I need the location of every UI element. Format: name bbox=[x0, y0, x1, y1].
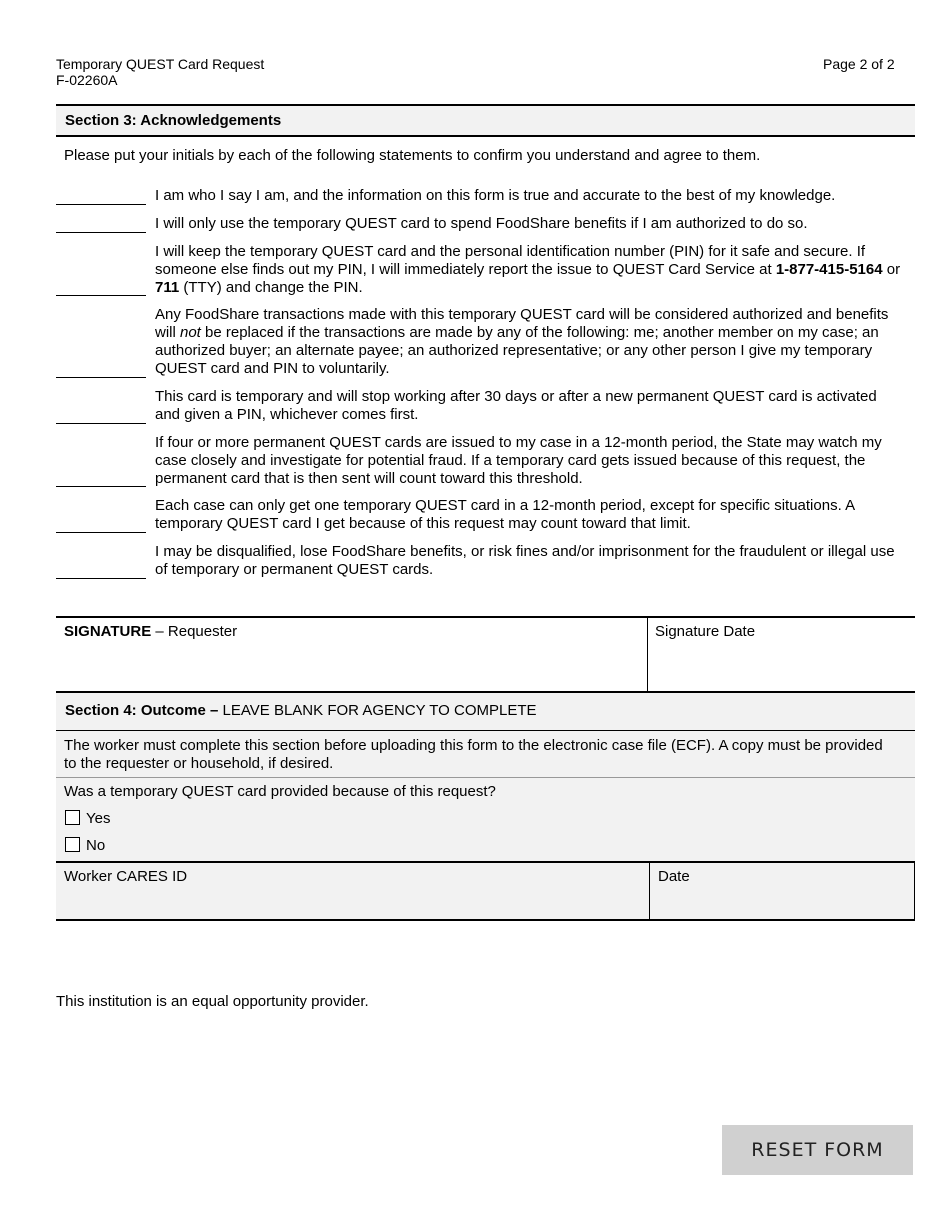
form-title: Temporary QUEST Card Request bbox=[56, 56, 265, 72]
statement-3: I will keep the temporary QUEST card and the personal identification number (PIN) for it safe and secure. If someone else finds out my PIN, I will immediately report the issue to QUEST Card Service at 1-877-415-5164 or 711 (TTY) and change the PIN. bbox=[155, 243, 901, 296]
outcome-question: Was a temporary QUEST card provided because of this request? bbox=[64, 783, 496, 800]
initials-field-2[interactable] bbox=[56, 232, 146, 233]
section3-intro: Please put your initials by each of the following statements to confirm you understand and agree to them. bbox=[64, 147, 761, 164]
signature-field[interactable] bbox=[58, 645, 643, 689]
section3-title: Section 3: Acknowledgements bbox=[65, 112, 282, 129]
signature-date-field[interactable] bbox=[651, 645, 911, 689]
initials-field-3[interactable] bbox=[56, 295, 146, 296]
initials-field-5[interactable] bbox=[56, 423, 146, 424]
statement-2: I will only use the temporary QUEST card to spend FoodShare benefits if I am authorized to do so. bbox=[155, 215, 808, 232]
no-option[interactable]: No bbox=[65, 837, 105, 854]
worker-cares-id-label: Worker CARES ID bbox=[64, 868, 188, 885]
reset-form-button[interactable]: RESET FORM bbox=[722, 1125, 913, 1175]
statement-5: This card is temporary and will stop working after 30 days or after a new permanent QUEST card is activated and given a PIN, whichever comes first. bbox=[155, 388, 877, 423]
equal-opportunity-text: This institution is an equal opportunity provider. bbox=[56, 993, 369, 1010]
signature-date-label: Signature Date bbox=[655, 623, 756, 640]
initials-field-8[interactable] bbox=[56, 578, 146, 579]
signature-field-label: SIGNATURE – Requester bbox=[64, 623, 238, 640]
form-number: F-02260A bbox=[56, 72, 118, 88]
no-checkbox[interactable] bbox=[65, 837, 80, 852]
statement-1: I am who I say I am, and the information on this form is true and accurate to the best of my knowledge. bbox=[155, 187, 836, 204]
statement-6: If four or more permanent QUEST cards are issued to my case in a 12-month period, the State may watch my case closely and investigate for potential fraud. If a temporary card gets issued because of this request, the permanent card that is then sent will count toward this threshold. bbox=[155, 434, 882, 487]
worker-date-field[interactable] bbox=[653, 888, 911, 916]
worker-date-label: Date bbox=[658, 868, 690, 885]
initials-field-6[interactable] bbox=[56, 486, 146, 487]
statement-4: Any FoodShare transactions made with this temporary QUEST card will be considered authorized and benefits will not be replaced if the transactions are made by any of the following: me; another member on my case; an authorized buyer; an alternate payee; an authorized representative; or any other person I give my temporary QUEST card and PIN to voluntarily. bbox=[155, 306, 889, 377]
section4-intro: The worker must complete this section before uploading this form to the electronic case file (ECF). A copy must be provided to the requester or household, if desired. bbox=[64, 737, 883, 772]
initials-field-7[interactable] bbox=[56, 532, 146, 533]
statement-7: Each case can only get one temporary QUEST card in a 12-month period, except for specific situations. A temporary QUEST card I get because of this request may count toward that limit. bbox=[155, 497, 855, 532]
section4-title: Section 4: Outcome – LEAVE BLANK FOR AGENCY TO COMPLETE bbox=[65, 702, 537, 719]
yes-option[interactable]: Yes bbox=[65, 810, 110, 827]
yes-checkbox[interactable] bbox=[65, 810, 80, 825]
initials-field-4[interactable] bbox=[56, 377, 146, 378]
statement-8: I may be disqualified, lose FoodShare benefits, or risk fines and/or imprisonment for the fraudulent or illegal use of temporary or permanent QUEST cards. bbox=[155, 543, 895, 578]
page-number: Page 2 of 2 bbox=[823, 56, 895, 72]
initials-field-1[interactable] bbox=[56, 204, 146, 205]
worker-cares-id-field[interactable] bbox=[58, 888, 646, 916]
